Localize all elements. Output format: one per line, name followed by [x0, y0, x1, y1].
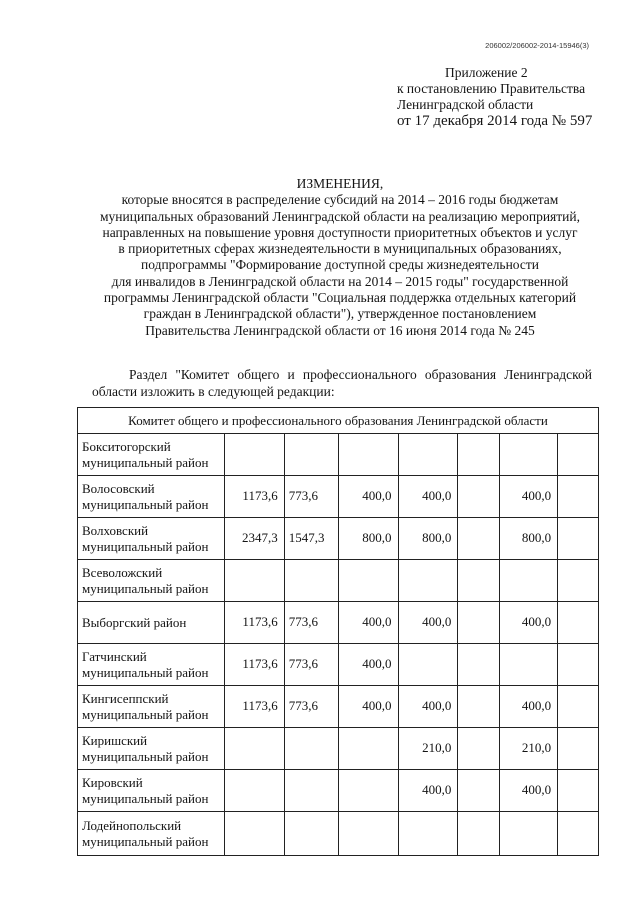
value-cell-7 [558, 518, 599, 560]
district-type: муниципальный район [82, 580, 209, 596]
title-heading: ИЗМЕНЕНИЯ, [296, 176, 384, 191]
district-name-cell [78, 560, 225, 602]
district-type: муниципальный район [82, 833, 209, 849]
table-row [78, 476, 599, 518]
value-cell-4: 400,0 [398, 686, 458, 728]
value-cell-6: 400,0 [500, 602, 558, 644]
district-name: Бокситогорский [82, 439, 171, 454]
title-line: Правительства Ленинградской области от 16 июня 2014 года № 245 [145, 322, 535, 338]
title-line: для инвалидов в Ленинградской области на 2014 – 2015 годы" государственной [111, 273, 569, 289]
document-id: 206002/206002-2014-15946(3) [485, 41, 589, 50]
value-cell-1: 2347,3 [224, 518, 284, 560]
value-cell-3: 400,0 [338, 686, 398, 728]
value-cell-5 [458, 728, 500, 770]
table-row [78, 434, 599, 476]
district-name-cell [78, 770, 225, 812]
appendix-line-2: к постановлению Правительства [397, 81, 586, 96]
district-name-cell [78, 602, 225, 644]
value-cell-3 [338, 560, 398, 602]
value-cell-6: 400,0 [500, 686, 558, 728]
value-cell-2 [284, 560, 338, 602]
table-row [78, 770, 599, 812]
value-cell-6: 800,0 [500, 518, 558, 560]
value-cell-4: 400,0 [398, 770, 458, 812]
value-cell-6 [500, 644, 558, 686]
intro-word: Раздел [129, 367, 168, 382]
value-cell-6: 400,0 [500, 770, 558, 812]
value-cell-4 [398, 560, 458, 602]
district-name: Волосовский [82, 481, 155, 496]
value-cell-7 [558, 770, 599, 812]
value-cell-7 [558, 476, 599, 518]
value-cell-7 [558, 812, 599, 856]
intro-paragraph [92, 366, 592, 400]
value-cell-4: 800,0 [398, 518, 458, 560]
district-type: муниципальный район [82, 496, 209, 512]
value-cell-2: 773,6 [284, 686, 338, 728]
table-row [78, 686, 599, 728]
value-cell-1 [224, 434, 284, 476]
value-cell-5 [458, 812, 500, 856]
value-cell-4 [398, 812, 458, 856]
appendix-date: от 17 декабря 2014 года № 597 [397, 113, 593, 129]
value-cell-1 [224, 728, 284, 770]
value-cell-5 [458, 686, 500, 728]
value-cell-1 [224, 560, 284, 602]
district-name-cell [78, 812, 225, 856]
document-title [40, 176, 640, 339]
value-cell-7 [558, 602, 599, 644]
value-cell-3 [338, 770, 398, 812]
district-type: муниципальный район [82, 454, 209, 470]
district-name-cell [78, 728, 225, 770]
district-name: Кировский [82, 775, 143, 790]
table-row [78, 812, 599, 856]
value-cell-5 [458, 770, 500, 812]
district-name: Всеволожский [82, 565, 163, 580]
value-cell-5 [458, 602, 500, 644]
value-cell-4 [398, 644, 458, 686]
district-name-cell [78, 476, 225, 518]
table-header: Комитет общего и профессионального образования Ленинградской области [78, 408, 599, 434]
table-row [78, 728, 599, 770]
value-cell-6 [500, 812, 558, 856]
value-cell-2: 773,6 [284, 644, 338, 686]
district-name: Волховский [82, 523, 149, 538]
table-row [78, 518, 599, 560]
subsidy-table [77, 407, 599, 856]
value-cell-3 [338, 728, 398, 770]
table-header-row [78, 408, 599, 434]
appendix-line-3: Ленинградской области [397, 97, 534, 112]
value-cell-3: 400,0 [338, 644, 398, 686]
value-cell-6: 400,0 [500, 476, 558, 518]
value-cell-3: 400,0 [338, 602, 398, 644]
title-line: муниципальных образований Ленинградской области на реализацию мероприятий, [99, 208, 580, 224]
value-cell-1 [224, 770, 284, 812]
table-row [78, 602, 599, 644]
value-cell-5 [458, 518, 500, 560]
value-cell-5 [458, 476, 500, 518]
intro-line-2: области изложить в следующей редакции: [92, 384, 335, 399]
value-cell-2 [284, 812, 338, 856]
table-row [78, 560, 599, 602]
value-cell-6 [500, 560, 558, 602]
value-cell-5 [458, 644, 500, 686]
table-row [78, 644, 599, 686]
title-line: в приоритетных сферах жизнедеятельности в муниципальных образованиях, [118, 241, 562, 257]
district-type: муниципальный район [82, 538, 209, 554]
value-cell-4: 400,0 [398, 602, 458, 644]
district-name-cell [78, 518, 225, 560]
value-cell-4: 400,0 [398, 476, 458, 518]
value-cell-1: 1173,6 [224, 476, 284, 518]
district-name: Гатчинский [82, 649, 147, 664]
appendix-header [397, 65, 592, 130]
intro-word: и [287, 367, 295, 382]
district-type: муниципальный район [82, 790, 209, 806]
intro-word: профессионального [302, 367, 417, 382]
value-cell-7 [558, 434, 599, 476]
title-line: граждан в Ленинградской области"), утвержденное постановлением [143, 306, 537, 322]
district-name: Выборгский район [82, 614, 187, 630]
value-cell-4: 210,0 [398, 728, 458, 770]
intro-word: общего [237, 367, 280, 382]
value-cell-2: 773,6 [284, 602, 338, 644]
value-cell-7 [558, 644, 599, 686]
value-cell-5 [458, 560, 500, 602]
district-type: муниципальный район [82, 664, 209, 680]
value-cell-7 [558, 728, 599, 770]
district-type: муниципальный район [82, 706, 209, 722]
value-cell-5 [458, 434, 500, 476]
district-name: Кингисеппский [82, 691, 169, 706]
intro-word: "Комитет [175, 367, 230, 382]
value-cell-7 [558, 560, 599, 602]
value-cell-2: 773,6 [284, 476, 338, 518]
district-type: муниципальный район [82, 748, 209, 764]
value-cell-2 [284, 770, 338, 812]
value-cell-1: 1173,6 [224, 644, 284, 686]
title-line: подпрограммы "Формирование доступной среды жизнедеятельности [140, 257, 540, 273]
title-line: программы Ленинградской области "Социальная поддержка отдельных категорий [103, 290, 577, 306]
value-cell-2 [284, 434, 338, 476]
value-cell-1: 1173,6 [224, 686, 284, 728]
value-cell-2: 1547,3 [284, 518, 338, 560]
value-cell-4 [398, 434, 458, 476]
value-cell-1: 1173,6 [224, 602, 284, 644]
title-line: которые вносятся в распределение субсидий на 2014 – 2016 годы бюджетам [121, 192, 559, 208]
district-name: Киришский [82, 733, 148, 748]
title-line: направленных на повышение уровня доступности приоритетных объектов и услуг [102, 224, 578, 240]
value-cell-3 [338, 434, 398, 476]
district-name-cell [78, 644, 225, 686]
value-cell-1 [224, 812, 284, 856]
district-name-cell [78, 686, 225, 728]
value-cell-3 [338, 812, 398, 856]
appendix-number: Приложение 2 [445, 65, 528, 80]
district-name: Лодейнопольский [82, 818, 182, 833]
intro-line-1 [92, 366, 592, 383]
intro-word: образования [424, 367, 497, 382]
value-cell-3: 800,0 [338, 518, 398, 560]
value-cell-3: 400,0 [338, 476, 398, 518]
value-cell-2 [284, 728, 338, 770]
value-cell-6 [500, 434, 558, 476]
value-cell-7 [558, 686, 599, 728]
district-name-cell [78, 434, 225, 476]
intro-word: Ленинградской [504, 367, 592, 382]
value-cell-6: 210,0 [500, 728, 558, 770]
